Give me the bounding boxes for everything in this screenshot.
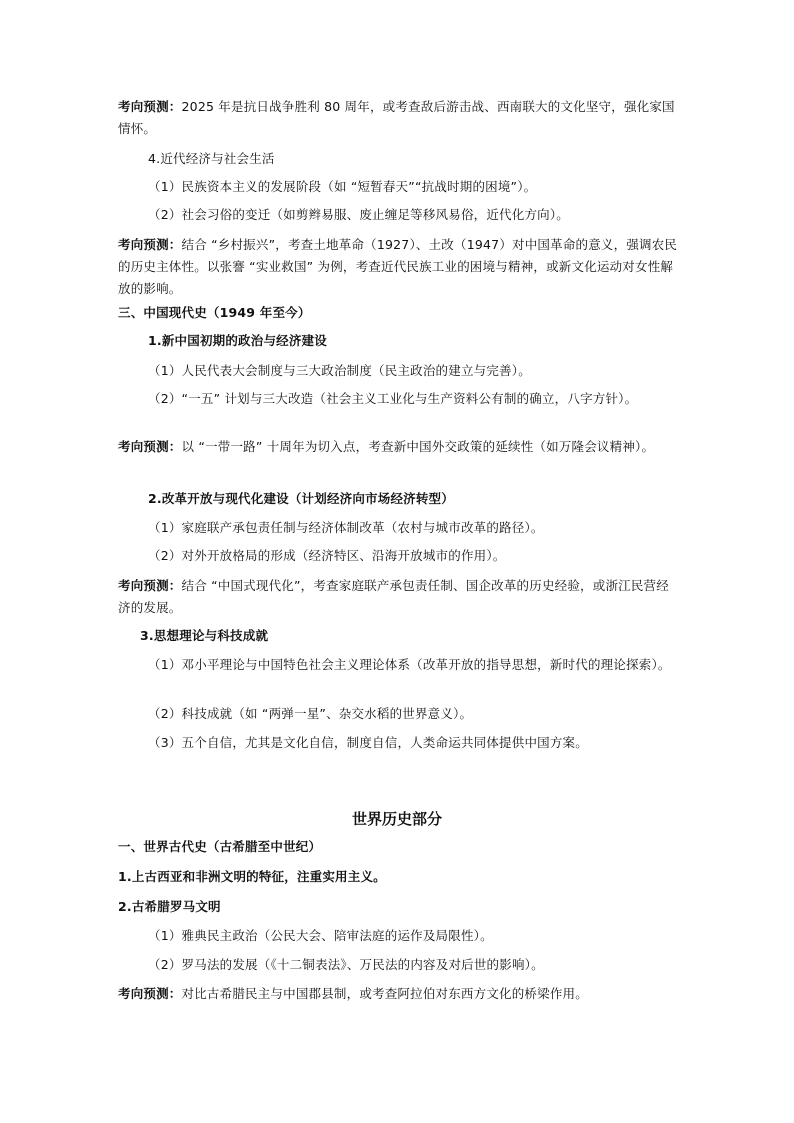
section-heading: 一、世界古代史（古希腊至中世纪） [118,839,322,854]
exam-prediction-paragraph [118,234,678,300]
list-item: （2）“一五” 计划与三大改造（社会主义工业化与生产资料公有制的确立，八字方针）。 [148,391,638,406]
list-item: （1）家庭联产承包责任制与经济体制改革（农村与城市改革的路径）。 [148,520,544,535]
list-item: （1）邓小平理论与中国特色社会主义理论体系（改革开放的指导思想，新时代的理论探索）。 [148,657,671,672]
exam-prediction-paragraph [118,575,678,619]
list-item: （2）社会习俗的变迁（如剪辫易服、废止缠足等移风易俗，近代化方向）。 [148,207,570,222]
paragraph-text: 对比古希腊民主与中国郡县制，或考查阿拉伯对东西方文化的桥梁作用。 [181,986,588,1001]
list-item: （2）罗马法的发展（《十二铜表法》、万民法的内容及对后世的影响）。 [148,957,544,972]
subsection-heading: 1.新中国初期的政治与经济建设 [148,333,327,348]
subsection-heading: 2.改革开放与现代化建设（计划经济向市场经济转型） [148,491,454,506]
paragraph-text: 2025 年是抗日战争胜利 80 周年，或考查敌后游击战、西南联大的文化坚守，强化家国情怀。 [118,99,675,136]
list-item: （2）科技成就（如 “两弹一星”、杂交水稻的世界意义）。 [148,706,473,721]
exam-prediction-paragraph [118,96,678,140]
paragraph-text: 结合 “乡村振兴”，考查土地革命（1927）、土改（1947）对中国革命的意义，强调农民的历史主体性。以张謇 “实业救国” 为例，考查近代民族工业的困境与精神，或新文化运动对女性解放的影响。 [118,237,678,296]
subsection-heading: 2.古希腊罗马文明 [118,899,221,914]
list-item: （1）雅典民主政治（公民大会、陪审法庭的运作及局限性）。 [148,928,493,943]
list-item: （2）对外开放格局的形成（经济特区、沿海开放城市的作用）。 [148,548,506,563]
section-heading: 三、中国现代史（1949 年至今） [118,305,311,320]
prediction-label: 考向预测： [118,578,182,593]
list-item: （1）民族资本主义的发展阶段（如 “短暂春天”“抗战时期的困境”）。 [148,179,537,194]
prediction-label: 考向预测： [118,99,182,114]
paragraph-text: 以 “一带一路” 十周年为切入点，考查新中国外交政策的延续性（如万隆会议精神）。 [181,439,655,454]
exam-prediction-paragraph [118,983,678,1005]
list-item: （3）五个自信，尤其是文化自信，制度自信，人类命运共同体提供中国方案。 [148,735,588,750]
paragraph-text: 结合 “中国式现代化”，考查家庭联产承包责任制、国企改革的历史经验，或浙江民营经济的发展。 [118,578,669,615]
list-item: （1）人民代表大会制度与三大政治制度（民主政治的建立与完善）。 [148,363,531,378]
prediction-label: 考向预测： [118,986,182,1001]
subsection-heading: 1.上古西亚和非洲文明的特征，注重实用主义。 [118,869,386,884]
subsection-heading: 4.近代经济与社会生活 [148,151,275,166]
part-title: 世界历史部分 [351,810,442,828]
subsection-heading: 3.思想理论与科技成就 [140,628,269,643]
prediction-label: 考向预测： [118,439,182,454]
prediction-label: 考向预测： [118,237,182,252]
exam-prediction-paragraph [118,436,678,458]
